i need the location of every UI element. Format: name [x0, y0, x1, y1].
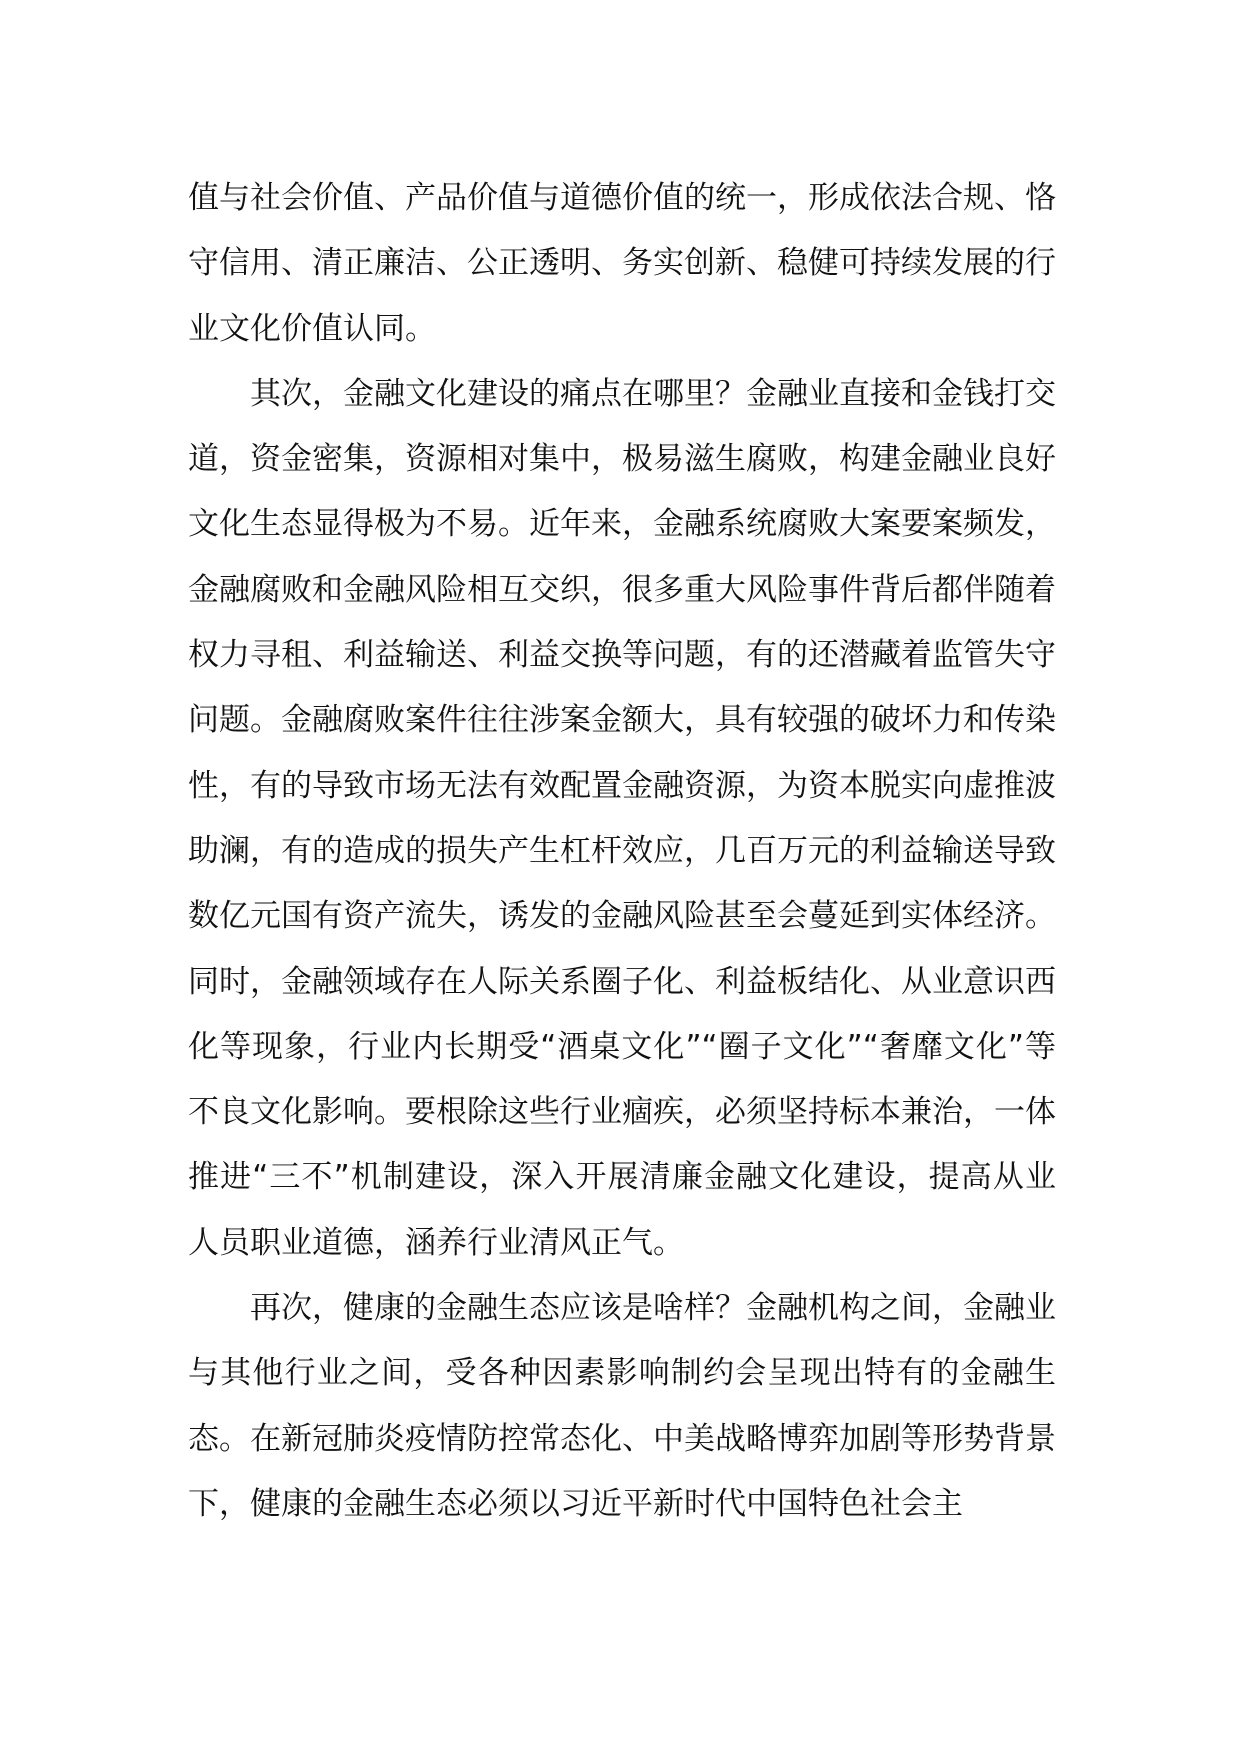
body-text [188, 166, 1056, 1537]
paragraph-3: 再次，健康的金融生态应该是啥样？金融机构之间，金融业与其他行业之间，受各种因素影响制约会呈现出特有的金融生态。在新冠肺炎疫情防控常态化、中美战略博弈加剧等形势背景下，健康的金融生态必须以习近平新时代中国特色社会主 [188, 1290, 1056, 1522]
paragraph-1: 值与社会价值、产品价值与道德价值的统一，形成依法合规、恪守信用、清正廉洁、公正透明、务实创新、稳健可持续发展的行业文化价值认同。 [188, 180, 1056, 347]
paragraph-2: 其次，金融文化建设的痛点在哪里？金融业直接和金钱打交道，资金密集，资源相对集中，极易滋生腐败，构建金融业良好文化生态显得极为不易。近年来，金融系统腐败大案要案频发，金融腐败和金融风险相互交织，很多重大风险事件背后都伴随着权力寻租、利益输送、利益交换等问题，有的还潜藏着监管失守问题。金融腐败案件往往涉案金额大，具有较强的破坏力和传染性，有的导致市场无法有效配置金融资源，为资本脱实向虚推波助澜，有的造成的损失产生杠杆效应，几百万元的利益输送导致数亿元国有资产流失，诱发的金融风险甚至会蔓延到实体经济。同时，金融领域存在人际关系圈子化、利益板结化、从业意识西化等现象，行业内长期受“酒桌文化”“圈子文化”“奢靡文化”等不良文化影响。要根除这些行业痼疾，必须坚持标本兼治，一体推进“三不”机制建设，深入开展清廉金融文化建设，提高从业人员职业道德，涵养行业清风正气。 [188, 375, 1056, 1261]
